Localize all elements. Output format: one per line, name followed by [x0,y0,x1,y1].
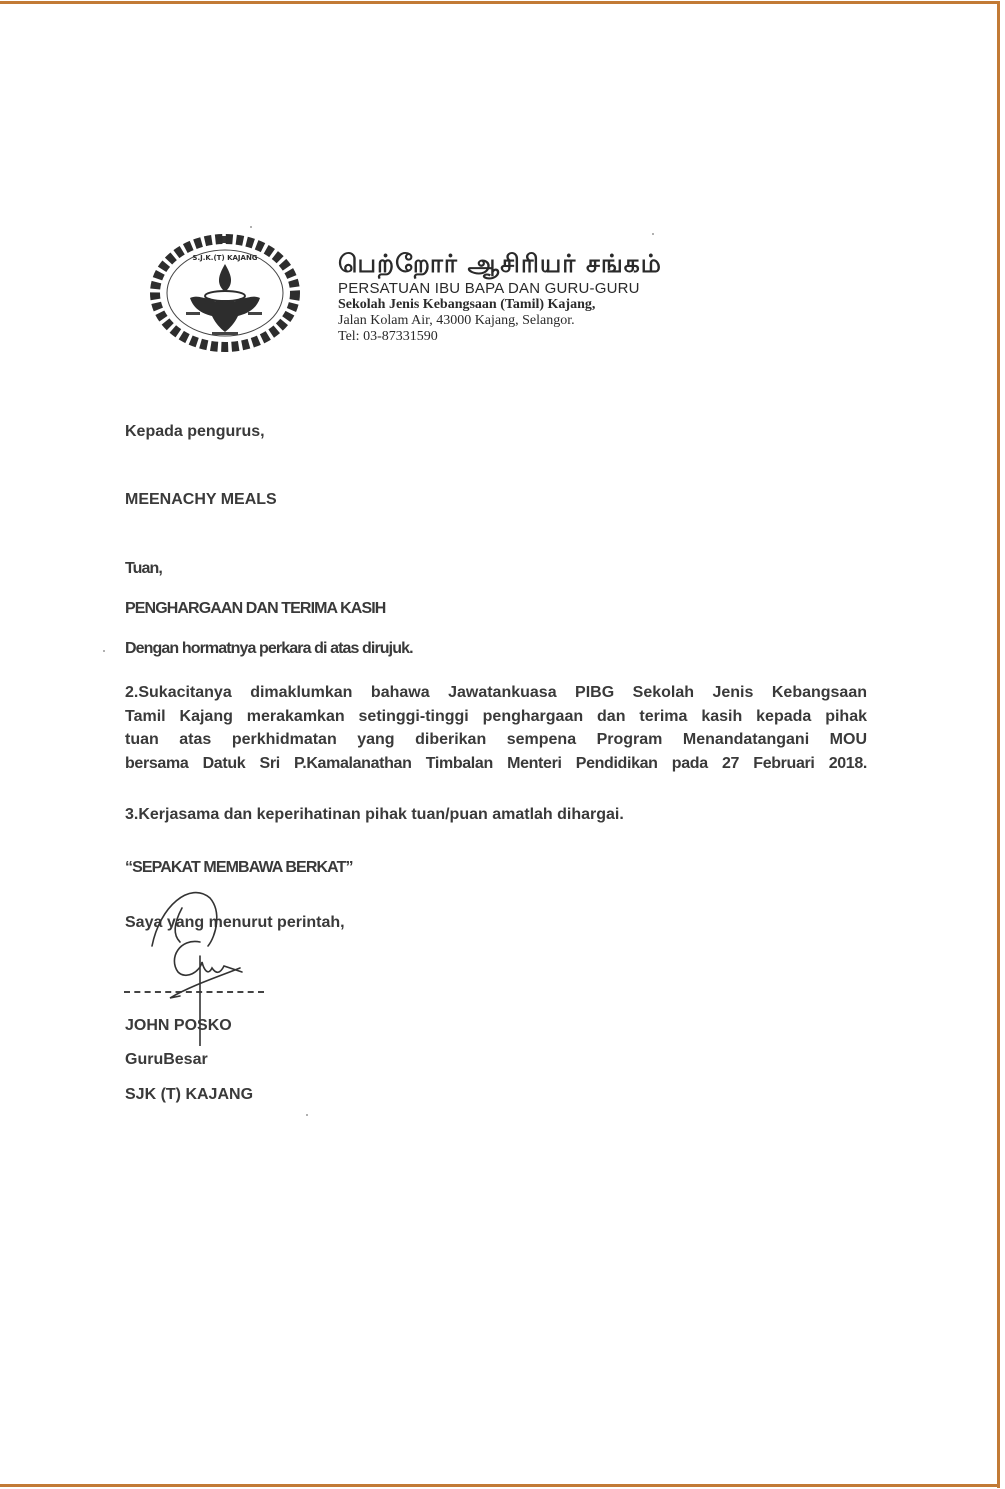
scan-speck [306,1114,308,1116]
letterhead-association-name: PERSATUAN IBU BAPA DAN GURU-GURU [338,280,640,297]
letterhead-telephone: Tel: 03-87331590 [338,329,438,344]
scan-speck [250,226,252,228]
letter-subject: PENGHARGAAN DAN TERIMA KASIH [125,600,386,617]
recipient-name: MEENACHY MEALS [125,491,277,508]
letterhead [338,248,662,345]
scan-speck [103,650,105,652]
school-crest-oil-lamp-icon [150,234,300,352]
signatory-organization: SJK (T) KAJANG [125,1086,254,1103]
paragraph-2-line: Tamil Kajang merakamkan setinggi-tinggi penghargaan dan terima kasih kepada pihak [125,707,867,725]
scan-speck [652,233,654,235]
paragraph-2-line: 2.Sukacitanya dimaklumkan bahawa Jawatankuasa PIBG Sekolah Jenis Kebangsaan [125,684,867,701]
paragraph-2-line: tuan atas perkhidmatan yang diberikan sempena Program Menandatangani MOU [125,731,867,748]
paragraph-3: 3.Kerjasama dan keperihatinan pihak tuan/puan amatlah dihargai. [125,806,624,823]
signatory-name: JOHN POSKO [125,1017,232,1034]
page-frame-right-border [997,1,1000,1488]
motto: “SEPAKAT MEMBAWA BERKAT” [125,859,353,876]
letterhead-address: Jalan Kolam Air, 43000 Kajang, Selangor. [338,313,575,328]
page-frame-top-border [0,1,1000,4]
recipient-salutation: Kepada pengurus, [125,423,265,440]
reference-line: Dengan hormatnya perkara di atas dirujuk. [125,640,413,657]
signature-line [124,991,264,993]
signatory-title: GuruBesar [125,1051,208,1068]
paragraph-2-line: bersama Datuk Sri P.Kamalanathan Timbalan Menteri Pendidikan pada 27 Februari 2018. [125,754,867,772]
closing-line: Saya yang menurut perintah, [125,914,345,931]
svg-text:S.J.K.(T) KAJANG: S.J.K.(T) KAJANG [192,254,258,262]
greeting: Tuan, [125,560,162,577]
letterhead-school-name: Sekolah Jenis Kebangsaan (Tamil) Kajang, [338,297,596,312]
paragraph-2 [125,681,867,775]
letterhead-tamil-title: பெற்றோர் ஆசிரியர் சங்கம் [338,249,662,278]
page-frame-bottom-border [0,1484,1000,1487]
